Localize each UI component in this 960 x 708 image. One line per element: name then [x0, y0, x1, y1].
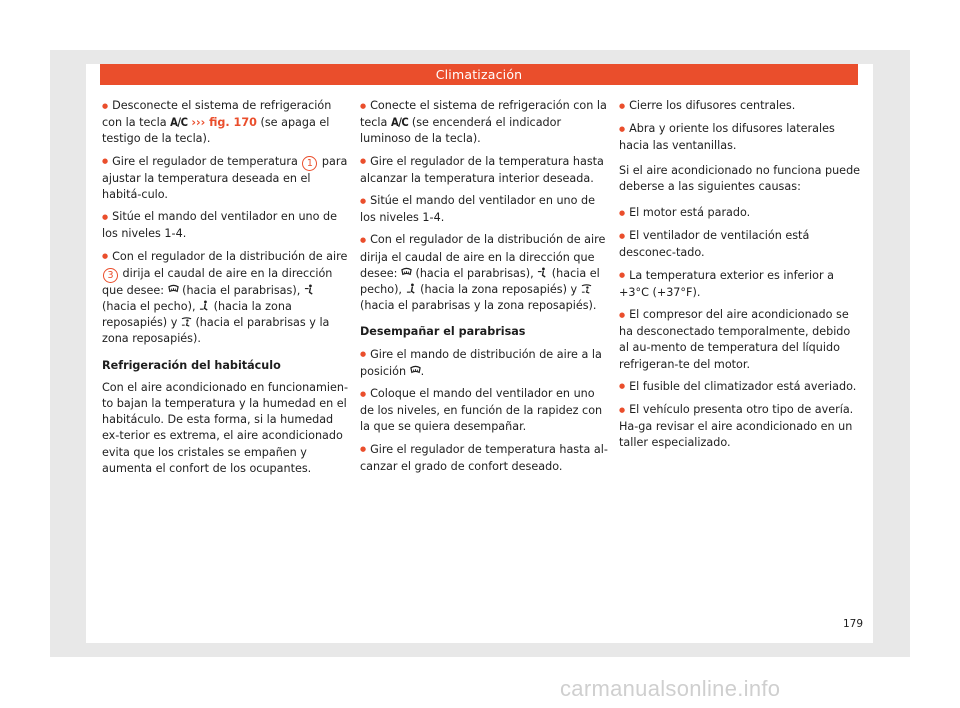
bullet-item: ● Coloque el mando del ventilador en uno de los niveles, en función de la rapidez con la que se quiera desempañar. [360, 386, 608, 436]
windshield-airflow-icon [410, 365, 421, 376]
footwell-airflow-icon [406, 283, 417, 294]
ac-key-label: A/C [390, 116, 409, 130]
windshield-footwell-airflow-icon [581, 283, 592, 294]
bullet-item: ● Cierre los difusores centrales. [619, 98, 863, 115]
bullet-item: ● La temperatura exterior es inferior a +3°C (+37°F). [619, 268, 863, 301]
figure-link[interactable]: fig. 170 [209, 116, 257, 130]
section-title: Climatización [435, 67, 523, 82]
bullet-item: ● Gire el regulador de temperatura hasta al-canzar el grado de confort deseado. [360, 442, 608, 475]
bullet-item: ● Sitúe el mando del ventilador en uno de los niveles 1-4. [360, 193, 608, 226]
column-2 [360, 98, 608, 481]
callout-number: 1 [302, 156, 317, 171]
bullet-item: ● Abra y oriente los difusores laterales hacia las ventanillas. [619, 121, 863, 154]
page-number: 179 [843, 618, 864, 630]
footwell-airflow-icon [199, 300, 210, 311]
windshield-airflow-icon [168, 284, 179, 295]
bullet-item: ● Conecte el sistema de refrigeración con la tecla A/C (se encenderá el indicador luminoso de la tecla). [360, 98, 608, 148]
ac-key-label: A/C [170, 116, 188, 130]
bullet-item: ● Gire el regulador de la temperatura hasta alcanzar la temperatura interior deseada. [360, 154, 608, 187]
column-1 [102, 98, 350, 483]
bullet-item: ● Con el regulador de la distribución de aire 3 dirija el caudal de aire en la dirección que desee: (hacia el parabrisas), (hacia el pecho), (hacia la zona reposapiés) y (hacia el parabrisas y la zona reposapiés). [102, 249, 350, 348]
subheading: Desempañar el parabrisas [360, 325, 526, 339]
section-header [100, 64, 858, 85]
bullet-item: ● El compresor del aire acondicionado se ha desconectado temporalmente, debido al au-mento de temperatura del líquido refrigeran-te del motor. [619, 307, 863, 373]
bullet-item: ● El vehículo presenta otro tipo de avería. Ha-ga revisar el aire acondicionado en un taller especializado. [619, 402, 863, 452]
windshield-airflow-icon [401, 267, 412, 278]
bullet-item: ● Desconecte el sistema de refrigeración con la tecla A/C ››› fig. 170 (se apaga el testigo de la tecla). [102, 98, 350, 148]
paragraph: Si el aire acondicionado no funciona puede deberse a las siguientes causas: [619, 163, 861, 193]
watermark: carmanualsonline.info [560, 676, 781, 701]
bullet-item: ● El ventilador de ventilación está desconec-tado. [619, 228, 863, 261]
bullet-item: ● Sitúe el mando del ventilador en uno de los niveles 1-4. [102, 209, 350, 242]
bullet-item: ● Gire el regulador de temperatura 1 para ajustar la temperatura deseada en el habitá-culo. [102, 154, 350, 204]
subheading: Refrigeración del habitáculo [102, 358, 281, 372]
bullet-item: ● Con el regulador de la distribución de aire dirija el caudal de aire en la dirección que desee: (hacia el parabrisas), (hacia el pecho), (hacia la zona reposapiés) y (hacia el parabrisas y la zona reposapiés). [360, 232, 608, 314]
column-3 [619, 98, 863, 458]
chest-airflow-icon [537, 267, 548, 278]
paragraph: Con el aire acondicionado en funcionamien-to bajan la temperatura y la humedad en el habitáculo. De esta forma, si la humedad ex-terior es extrema, el aire acondicionado evita que los cristales se empañen y aumenta el confort de los ocupantes. [102, 380, 349, 475]
windshield-footwell-airflow-icon [181, 316, 192, 327]
bullet-item: ● El fusible del climatizador está averiado. [619, 379, 863, 396]
ref-arrow: ››› [187, 116, 210, 130]
chest-airflow-icon [304, 284, 315, 295]
bullet-item: ● El motor está parado. [619, 205, 863, 222]
bullet-item: ● Gire el mando de distribución de aire a la posición . [360, 347, 608, 380]
callout-number: 3 [103, 268, 118, 283]
